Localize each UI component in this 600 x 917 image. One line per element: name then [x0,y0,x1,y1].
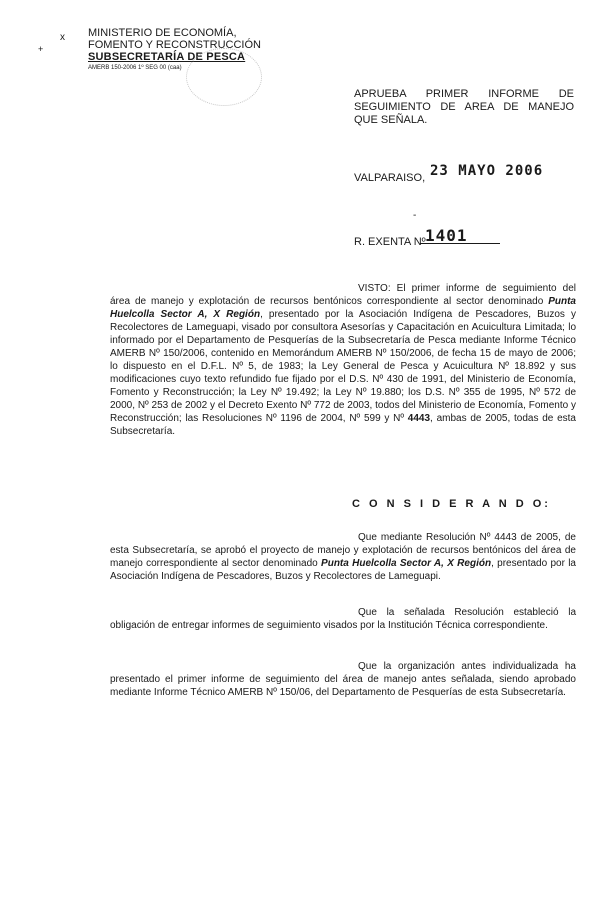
resolution-label: R. EXENTA Nº [354,236,426,248]
considerando-3: Que la organización antes individualizada ha presentado el primer informe de seguimiento del área de manejo antes señalada, siendo aprobado mediante Informe Técnico AMERB Nº 150/06, del Departamento de Pesquerías de esta Subsecretaría. [110,661,576,698]
considerando-2: Que la señalada Resolución estableció la obligación de entregar informes de seguimiento visados por la Institución Técnica correspondiente. [110,607,576,631]
margin-mark: x [60,32,65,43]
resolution-ref: 4443 [407,413,431,424]
date-stamp: 23 MAYO 2006 [430,163,544,179]
visto-paragraph: VISTO: El primer informe de seguimiento del área de manejo y explotación de recursos bentónicos correspondiente al sector denominado Punta Huelcolla Sector A, X Región, presentado por la Asociación Indígena de Pescadores, Buzos y Recolectores de Lameguapi, visado por consultora Asesorías y Capacitación en Acuicultura Limitada; lo informado por el Departamento de Pesquerías de la Subsecretaría de Pesca mediante Informe Técnico AMERB Nº 150/2006, contenido en Memorándum AMERB Nº 150/2006, de fecha 15 de mayo de 2006; lo dispuesto en el D.F.L. Nº 5, de 1983; la Ley General de Pesca y Acuicultura Nº 18.892 y sus modificaciones cuyo texto refundido fue fijado por el D.S. Nº 430 de 1991, del Ministerio de Economía, Fomento y Reconstrucción; la Ley Nº 19.492; la Ley Nº 19.880; los D.S. Nº 355 de 1995, Nº 572 de 2000, Nº 253 de 2002 y el Decreto Exento Nº 772 de 2003, todos del Ministerio de Economía, Fomento y Reconstrucción; las Resoluciones Nº 1196 de 2004, Nº 599 y Nº 4443, ambas de 2005, todas de esta Subsecretaría. [110,283,577,437]
subsecretaria-line: SUBSECRETARÍA DE PESCA [88,51,246,63]
visto-lead: VISTO: El primer informe de seguimiento [358,283,557,294]
sector-name: Punta Huelcolla Sector A, X Región [110,296,576,320]
place-label: VALPARAISO, [354,172,426,184]
tick-mark: - [413,210,417,221]
resolution-number: 1401 [425,226,468,245]
considerando-1: Que mediante Resolución Nº 4443 de 2005, de esta Subsecretaría, se aprobó el proyecto de manejo y explotación de recursos bentónicos del área de manejo correspondiente al sector denominado Punta Huelcolla Sector A, X Región, presentado por la Asociación Indígena de Pescadores, Buzos y Recolectores de Lameguapi. [110,532,576,582]
seal-stamp [186,48,262,106]
ministry-line: MINISTERIO DE ECONOMÍA, [88,27,237,39]
resolution-underline [420,243,500,244]
subject: APRUEBA PRIMER INFORME DE SEGUIMIENTO DE AREA DE MANEJO QUE SEÑALA. [354,88,574,126]
considerando-heading: C O N S I D E R A N D O: [352,498,551,510]
sector-name-2: Punta Huelcolla Sector A, X Región [321,558,492,569]
ministry-line-2: FOMENTO Y RECONSTRUCCIÓN [88,39,261,51]
reference-code: AMERB 150-2006 1º SEG 00 (caa) [88,65,182,71]
margin-mark-plus: + [38,44,44,54]
